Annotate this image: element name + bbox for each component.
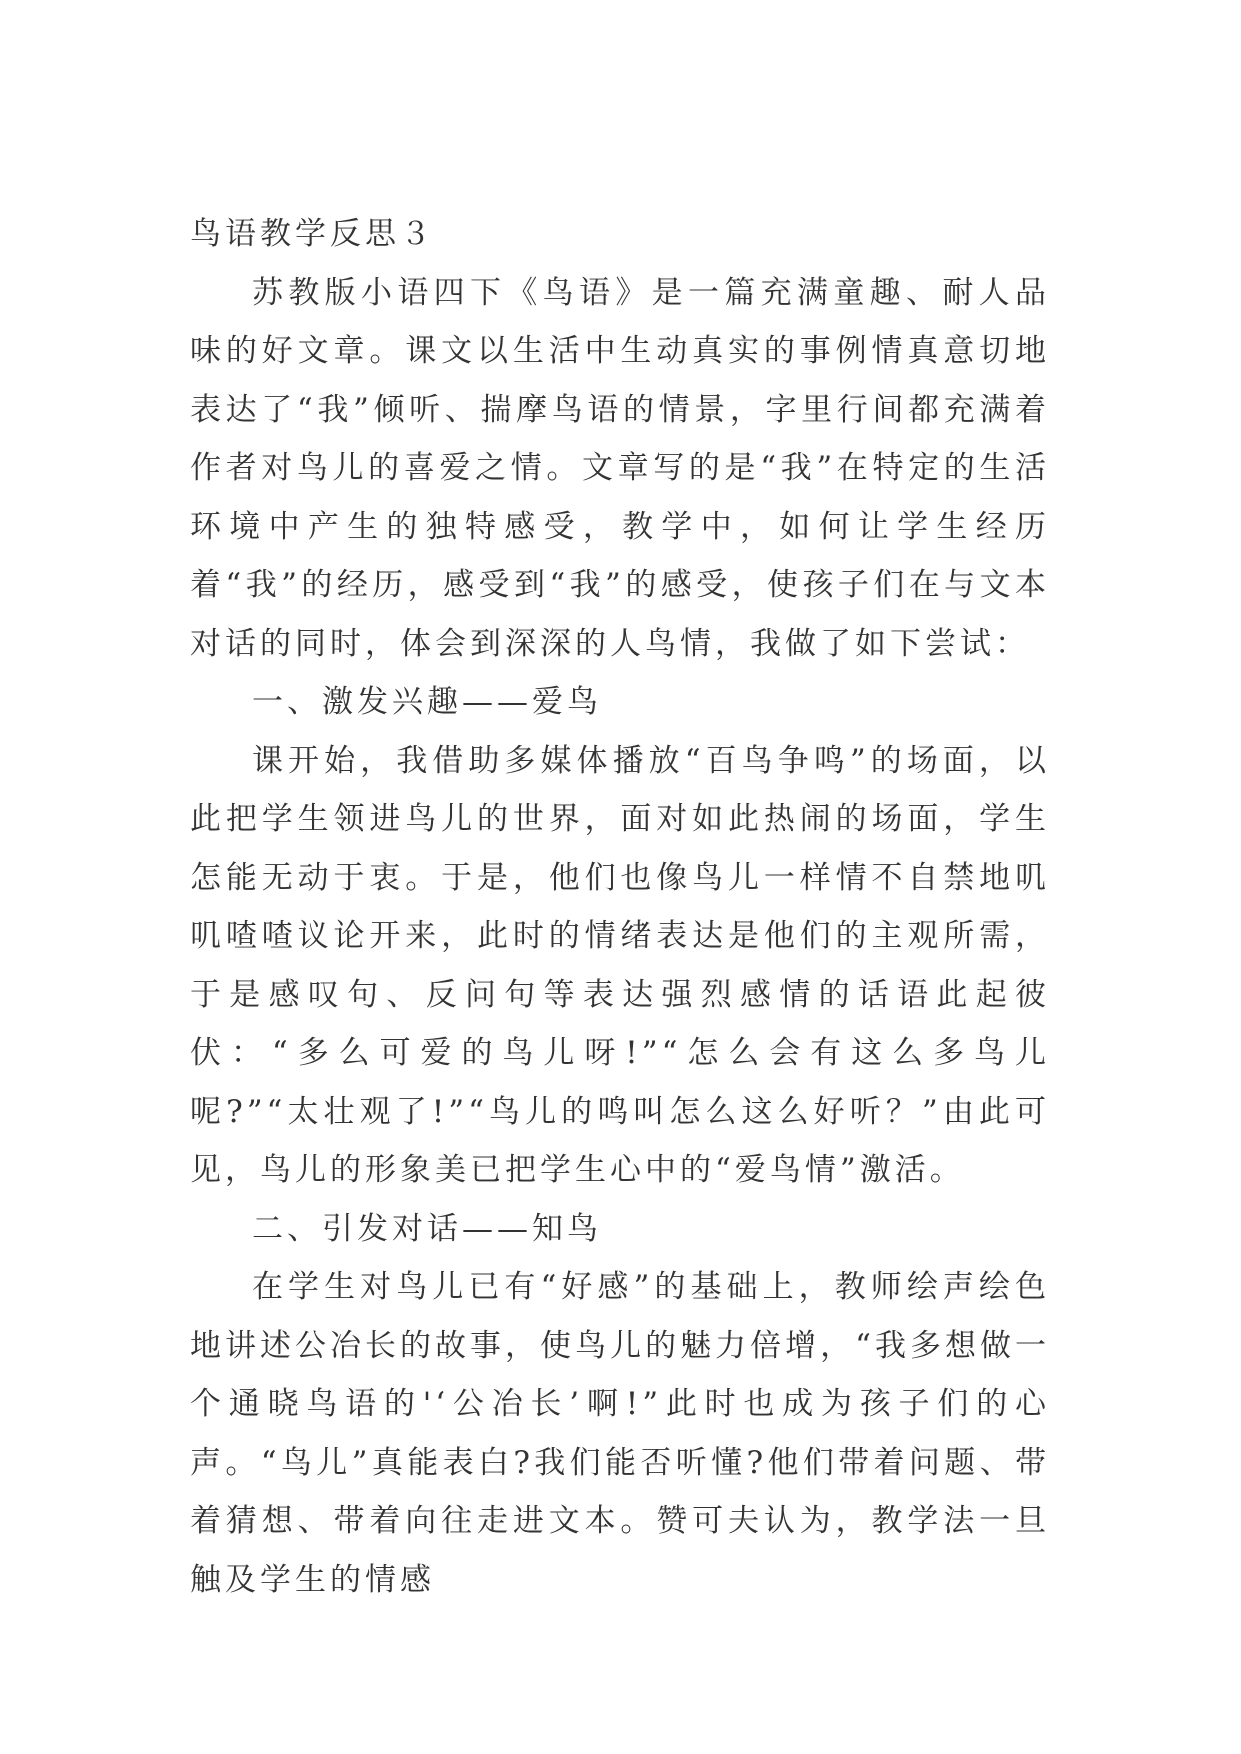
document-title: 鸟语教学反思３ (190, 216, 435, 252)
document-body (190, 205, 1050, 1609)
section-heading-2: 二、引发对话——知鸟 (252, 1210, 602, 1247)
section-heading-1: 一、激发兴趣——爱鸟 (252, 684, 602, 720)
paragraph-intro: 苏教版小语四下《鸟语》是一篇充满童趣、耐人品味的好文章。课文以生活中生动真实的事例情真意切地表达了“我”倾听、揣摩鸟语的情景，字里行间都充满着作者对鸟儿的喜爱之情。文章写的是“我”在特定的生活环境中产生的独特感受，教学中，如何让学生经历着“我”的经历，感受到“我”的感受，使孩子们在与文本对话的同时，体会到深深的人鸟情，我做了如下尝试： (190, 274, 1050, 662)
paragraph-section-1: 课开始，我借助多媒体播放“百鸟争鸣”的场面，以此把学生领进鸟儿的世界，面对如此热闹的场面，学生怎能无动于衷。于是，他们也像鸟儿一样情不自禁地叽叽喳喳议论开来，此时的情绪表达是他们的主观所需，于是感叹句、反问句等表达强烈感情的话语此起彼伏：“多么可爱的鸟儿呀!”“怎么会有这么多鸟儿呢?”“太壮观了!”“鸟儿的鸣叫怎么这么好听？”由此可见，鸟儿的形象美已把学生心中的“爱鸟情”激活。 (190, 742, 1050, 1188)
paragraph-section-2: 在学生对鸟儿已有“好感”的基础上，教师绘声绘色地讲述公冶长的故事，使鸟儿的魅力倍增，“我多想做一个通晓鸟语的'‘公冶长’啊!”此时也成为孩子们的心声。“鸟儿”真能表白?我们能否听懂?他们带着问题、带着猜想、带着向往走进文本。赞可夫认为，教学法一旦触及学生的情感 (190, 1269, 1050, 1598)
